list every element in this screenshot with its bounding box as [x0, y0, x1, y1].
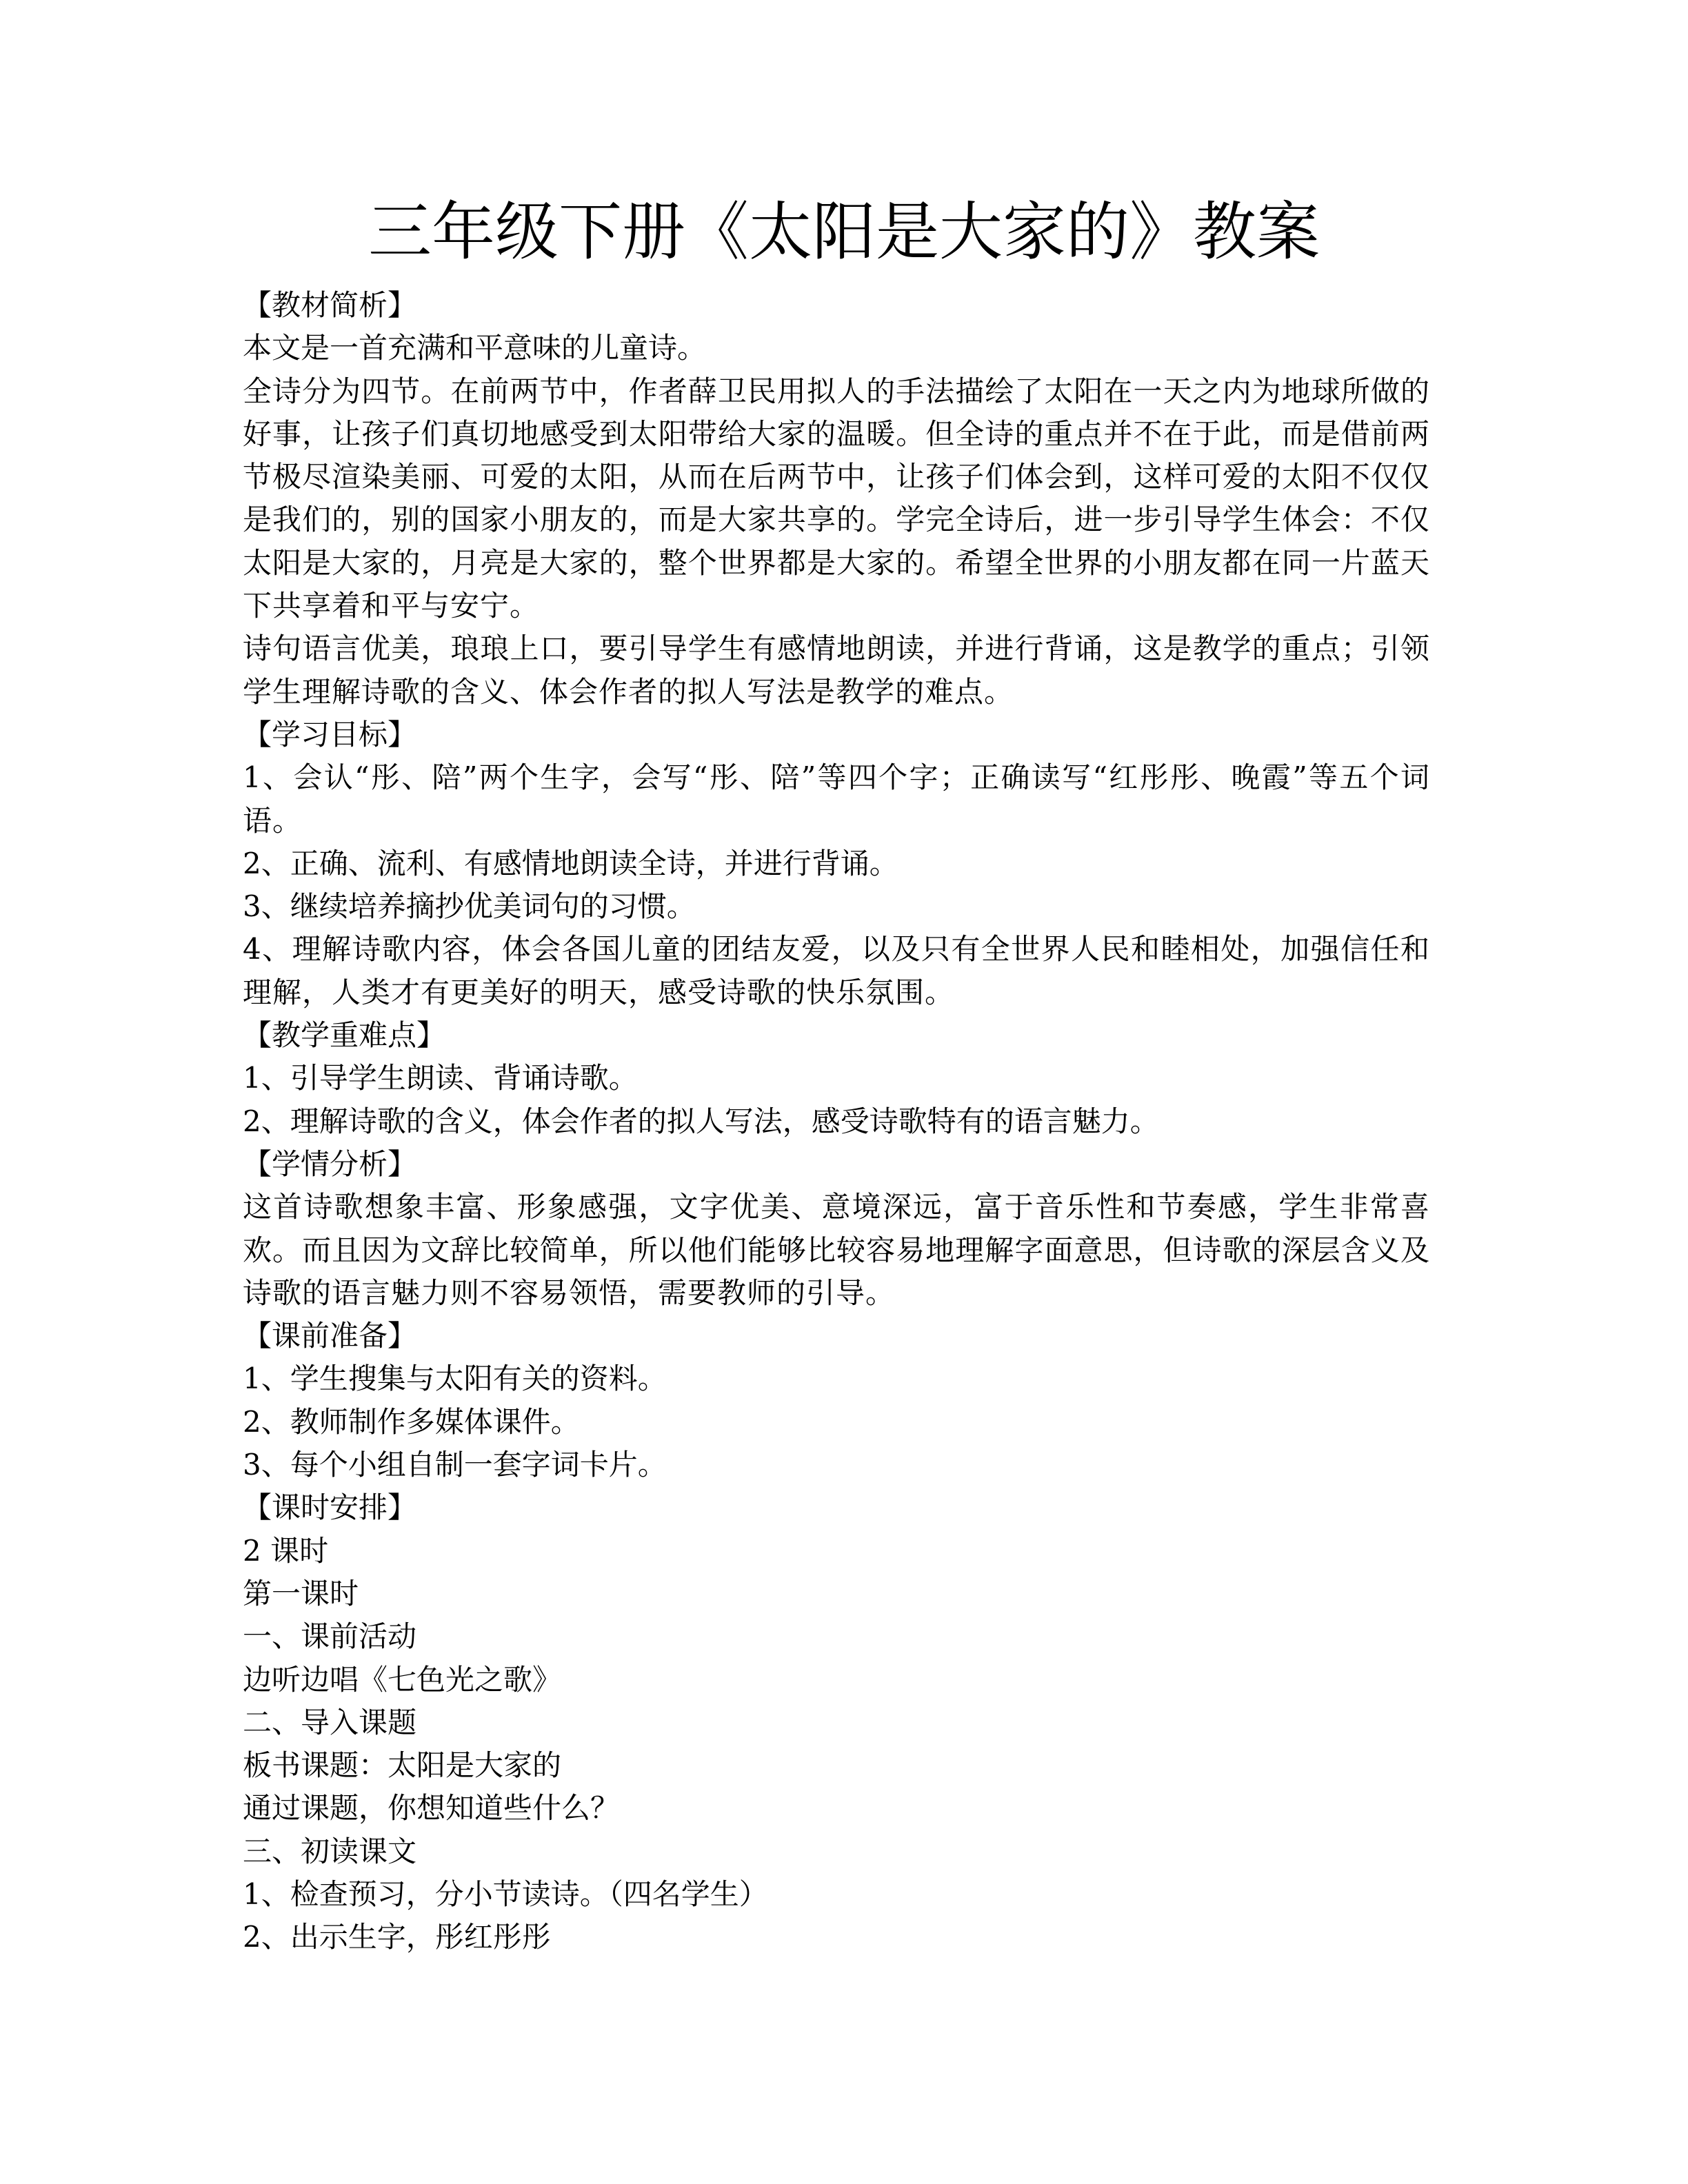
text-line: 1、引导学生朗读、背诵诗歌。: [243, 1061, 638, 1095]
section-heading: 【教学重难点】: [243, 1018, 446, 1053]
paragraph: 诗句语言优美，琅琅上口，要引导学生有感情地朗读，并进行背诵，这是教学的重点；引领学生理解诗歌的含义、体会作者的拟人写法是教学的难点。: [243, 631, 1430, 709]
text-line: 2、理解诗歌的含义，体会作者的拟人写法，感受诗歌特有的语言魅力。: [243, 1104, 1159, 1138]
text-line: 第一课时: [243, 1576, 359, 1610]
paragraph: 这首诗歌想象丰富、形象感强，文字优美、意境深远，富于音乐性和节奏感，学生非常喜欢。而且因为文辞比较简单，所以他们能够比较容易地理解字面意思，但诗歌的深层含义及诗歌的语言魅力则不容易领悟，需要教师的引导。: [243, 1190, 1430, 1310]
text-line: 边听边唱《七色光之歌》: [243, 1662, 562, 1697]
text-line: 2、教师制作多媒体课件。: [243, 1404, 580, 1439]
text-line: 1、学生搜集与太阳有关的资料。: [243, 1362, 667, 1396]
section-heading: 【学习目标】: [243, 717, 417, 751]
document-title: 三年级下册《太阳是大家的》教案: [368, 195, 1320, 269]
section-heading: 【学情分析】: [243, 1146, 417, 1181]
text-line: 三、初读课文: [243, 1834, 417, 1868]
text-line: 2、出示生字，彤红彤彤: [243, 1920, 551, 1954]
text-line: 3、继续培养摘抄优美词句的习惯。: [243, 889, 696, 924]
text-line: 二、导入课题: [243, 1705, 417, 1739]
text-line: 通过课题，你想知道些什么？: [243, 1791, 620, 1826]
text-line: 1、检查预习，分小节读诗。（四名学生）: [243, 1877, 768, 1911]
text-line: 板书课题：太阳是大家的: [243, 1748, 562, 1783]
paragraph: 全诗分为四节。在前两节中，作者薛卫民用拟人的手法描绘了太阳在一天之内为地球所做的好事，让孩子们真切地感受到太阳带给大家的温暖。但全诗的重点并不在于此，而是借前两节极尽渲染美丽、可爱的太阳，从而在后两节中，让孩子们体会到，这样可爱的太阳不仅仅是我们的，别的国家小朋友的，而是大家共享的。学完全诗后，进一步引导学生体会：不仅太阳是大家的，月亮是大家的，整个世界都是大家的。希望全世界的小朋友都在同一片蓝天下共享着和平与安宁。: [243, 374, 1430, 623]
paragraph: 4、理解诗歌内容，体会各国儿童的团结友爱，以及只有全世界人民和睦相处，加强信任和理解，人类才有更美好的明天，感受诗歌的快乐氛围。: [243, 932, 1430, 1009]
section-heading: 【教材简析】: [243, 288, 417, 322]
text-line: 2 课时: [243, 1533, 329, 1568]
paragraph: 1、会认“彤、陪”两个生字，会写“彤、陪”等四个字；正确读写“红彤彤、晚霞”等五个词语。: [243, 760, 1430, 838]
text-line: 一、课前活动: [243, 1619, 417, 1654]
text-line: 2、正确、流利、有感情地朗读全诗，并进行背诵。: [243, 846, 898, 880]
document-body: [243, 284, 1430, 1959]
section-heading: 【课前准备】: [243, 1319, 417, 1353]
text-line: 本文是一首充满和平意味的儿童诗。: [243, 331, 707, 365]
text-line: 3、每个小组自制一套字词卡片。: [243, 1448, 667, 1482]
section-heading: 【课时安排】: [243, 1490, 417, 1525]
